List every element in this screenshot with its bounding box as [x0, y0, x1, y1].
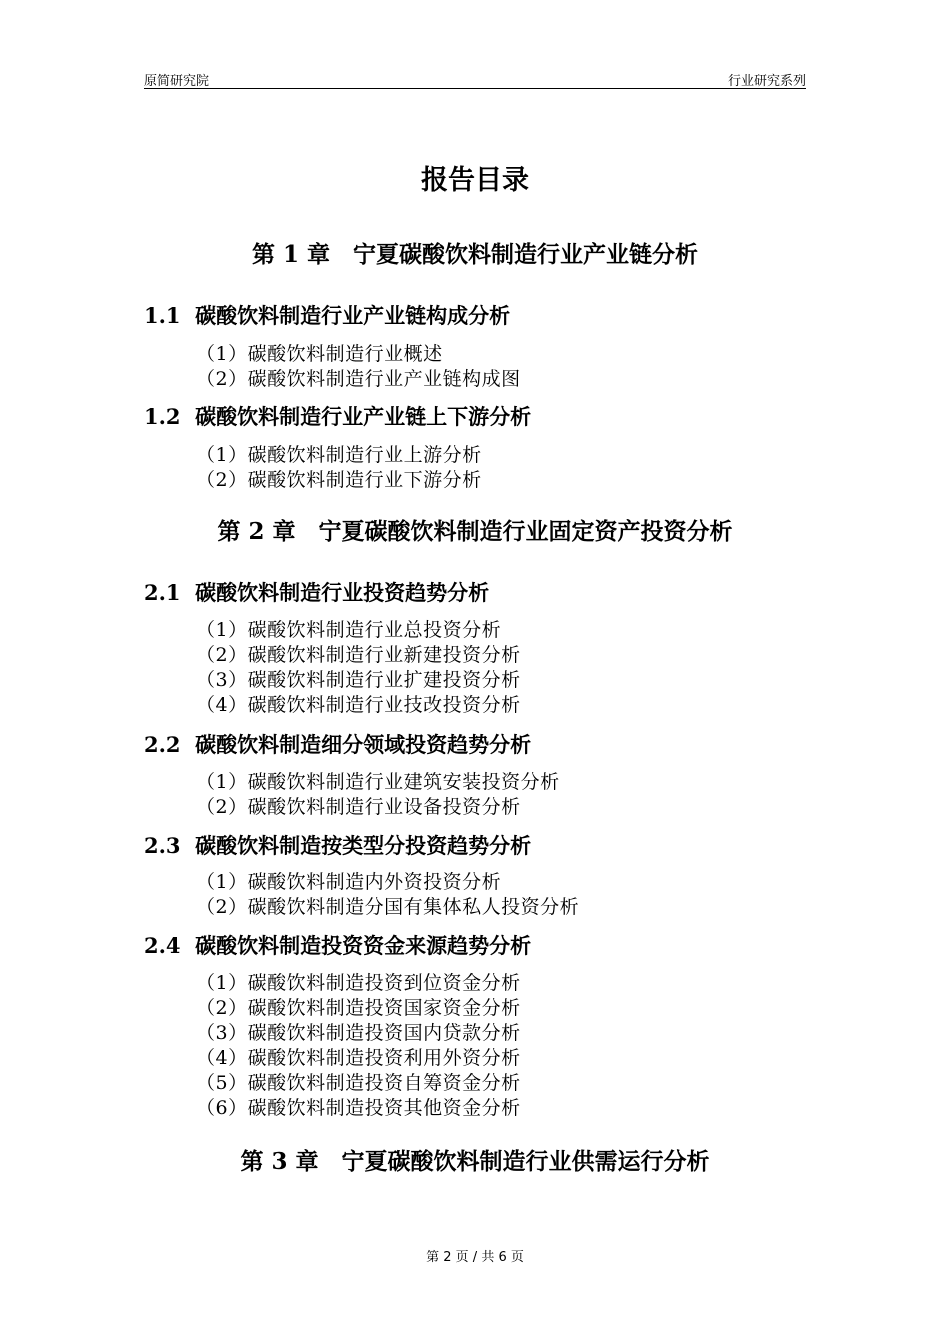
page-number: 第 2 页 / 共 6 页 — [426, 1250, 524, 1265]
chapter-heading: 第 2 章 宁夏碳酸饮料制造行业固定资产投资分析 — [217, 518, 733, 545]
toc-item: （1）碳酸饮料制造行业概述 — [196, 343, 443, 365]
report-title: 报告目录 — [421, 165, 529, 196]
toc-item: （2）碳酸饮料制造行业设备投资分析 — [196, 796, 521, 818]
chapter-heading: 第 1 章 宁夏碳酸饮料制造行业产业链分析 — [251, 241, 699, 268]
toc-item: （2）碳酸饮料制造行业产业链构成图 — [196, 368, 521, 390]
toc-item: （1）碳酸饮料制造行业总投资分析 — [196, 619, 502, 641]
toc-item: （2）碳酸饮料制造行业新建投资分析 — [196, 644, 521, 666]
section-heading: 1.1 碳酸饮料制造行业产业链构成分析 — [144, 303, 511, 328]
toc-item: （2）碳酸饮料制造行业下游分析 — [196, 469, 482, 491]
toc-item: （3）碳酸饮料制造行业扩建投资分析 — [196, 669, 521, 691]
toc-item: （4）碳酸饮料制造行业技改投资分析 — [196, 694, 521, 716]
toc-item: （4）碳酸饮料制造投资利用外资分析 — [196, 1047, 521, 1069]
section-heading: 2.1 碳酸饮料制造行业投资趋势分析 — [144, 580, 490, 605]
chapter-heading: 第 3 章 宁夏碳酸饮料制造行业供需运行分析 — [240, 1148, 710, 1175]
toc-item: （5）碳酸饮料制造投资自筹资金分析 — [196, 1072, 521, 1094]
section-heading: 2.3 碳酸饮料制造按类型分投资趋势分析 — [144, 833, 532, 858]
section-heading: 1.2 碳酸饮料制造行业产业链上下游分析 — [144, 404, 532, 429]
page-header — [144, 68, 806, 89]
toc-item: （2）碳酸饮料制造分国有集体私人投资分析 — [196, 896, 580, 918]
section-heading: 2.4 碳酸饮料制造投资资金来源趋势分析 — [144, 933, 532, 958]
header-publisher: 原简研究院 — [144, 74, 210, 89]
toc-item: （1）碳酸饮料制造行业建筑安装投资分析 — [196, 771, 560, 793]
toc-item: （1）碳酸饮料制造投资到位资金分析 — [196, 972, 521, 994]
toc-item: （6）碳酸饮料制造投资其他资金分析 — [196, 1097, 521, 1119]
header-series: 行业研究系列 — [727, 74, 806, 89]
toc-item: （1）碳酸饮料制造行业上游分析 — [196, 444, 482, 466]
toc-item: （1）碳酸饮料制造内外资投资分析 — [196, 871, 502, 893]
toc-item: （2）碳酸饮料制造投资国家资金分析 — [196, 997, 521, 1019]
section-heading: 2.2 碳酸饮料制造细分领域投资趋势分析 — [144, 732, 532, 757]
toc-item: （3）碳酸饮料制造投资国内贷款分析 — [196, 1022, 521, 1044]
